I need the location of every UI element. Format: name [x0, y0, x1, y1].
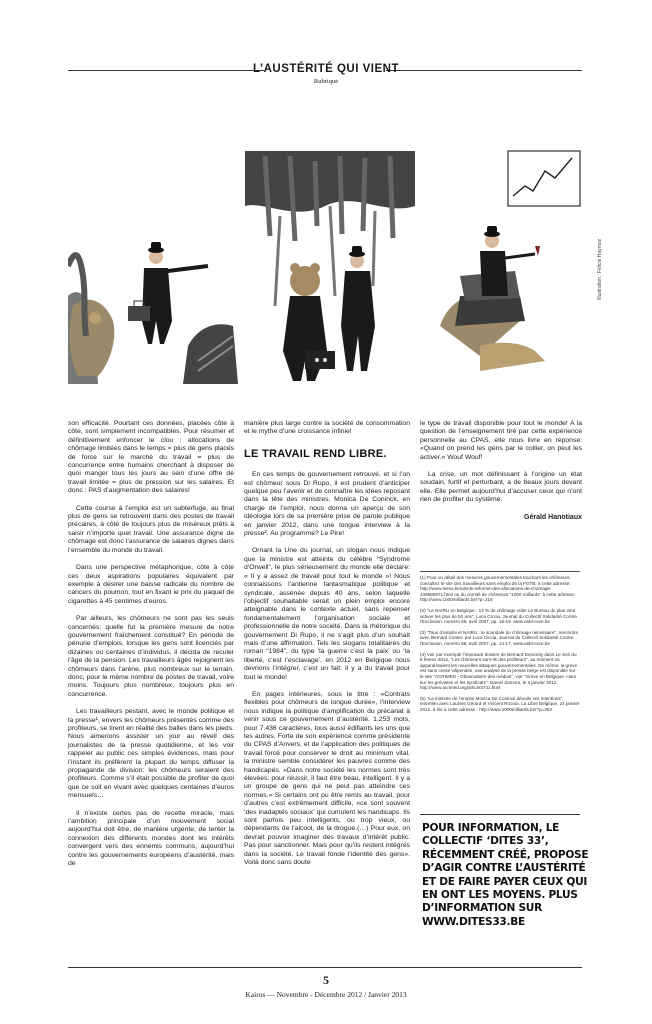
- article-column-3: [420, 420, 582, 522]
- illustration-credit: Illustration : Félicie Haymoz: [597, 238, 603, 300]
- paragraph: Les travailleurs pestant, avec le monde politique et la presse¹, envers les chômeurs présentés comme des profiteurs, se tirent en réalité des balles dans les pieds. Nous aimerions assister un jour au réveil des journalistes de la presse quotidienne, et les voir rappeler au public ces simples évidences, mais pour l’instant ils préfèrent la plupart du temps diffuser la propagande de division: les chômeurs seraient des profiteurs. Comme s’il était possible de profiter de quoi que ce soit en vivant avec quelques centaines d’euros mensuels…: [68, 708, 234, 800]
- footnote: (5) "La ministre de l’emploi Monica De Coninck dévoile ses intentions", entretien avec Laurent Gérard et Vincent Rocour, La Libre Belgique, 24 janvier 2012, à lire à cette adresse : http://www.1000milliards.be/?p=363: [420, 695, 580, 712]
- article-column-1: [68, 420, 234, 878]
- paragraph: son efficacité. Pourtant ces données, placées côte à côte, sont simplement incompatibles. Pour résumer et définitivement enfoncer le clou : allocations de chômage limitées dans le temps = plus de gens placés de force sur le marché du travail = plus de concurrence entre humains cherchant à disposer de quoi manger tous les jours au sein d’une offre de travail limitée = plus de pression sur les salaires. Et donc : PAS d’augmentation des salaires!: [68, 420, 234, 495]
- paragraph: Dans une perspective métaphorique, côte à côte ces deux aspirations populaires équivalent par exemple à désirer une baisse radicale du nombre de cancers du poumon, tout en fixant le prix du paquet de cigarettes à 45 centimes d’euros.: [68, 564, 234, 605]
- paragraph: Il n’existe certes pas de recette miracle, mais l’ambition principale d’un mouvement social aujourd’hui doit être, de manière urgente, de tenter la connexion des différents mondes dont les intérêts convergent vers des ennemis communs, aujourd’hui contre les gouvernements européens d’austérité, mais de: [68, 809, 234, 868]
- footer-rule: [68, 967, 582, 968]
- promo-rule-top: [420, 814, 580, 815]
- page-number: 5: [323, 973, 329, 987]
- paragraph: le type de travail disponible pour tout le monde! A la question de l’enseignement tiré par cette expérience personnelle au CPAS, elle nous livre en réponse: «Quand on prend les gens par le collier, on peut les activer.» Wouf Wouf!: [420, 420, 582, 461]
- issue-info: Kairos — Novembre - Décembre 2012 / Janvier 2013: [245, 990, 407, 999]
- illustration-bear-in-suit: [245, 146, 415, 384]
- article-column-2: [244, 420, 410, 877]
- illustration-bench-and-chart: [420, 146, 590, 384]
- paragraph: Cette course à l’emploi est un subterfuge, au final plus de gens se retrouvent dans des postes de travail précaires, à côté de toujours plus de miséreux prêts à saisir n’importe quel travail. Une assurance digne de chômage est donc l’assurance de salaires dignes dans l’ensemble du monde du travail.: [68, 504, 234, 554]
- footnotes: [420, 575, 580, 717]
- paragraph: En pages intérieures, sous le titre : «Contrats flexibles pour chômeurs de longue durée», l’interview nous indique la politique d’amplification du précariat à venir sous ce gouvernement d’austérité. 1.253 mots, pour 7.436 caractères, tous aussi édifiants les uns que les autres. Forte de son expérience comme présidente du CPAS d’Anvers, et de l’application des politiques de travail forcé pour conserver le droit au minimum vital, la ministre semble considérer les pauvres comme des handicapés. «Dans notre société les normes sont très élevées: pour réussir, il faut être beau, intelligent. Il y a un groupe de gens qui ne peut pas atteindre ces normes.» Si certains ont pu être remis au travail, pour d’autres c’est extrêmement difficile, «ce sont souvent ‘des inadaptés sociaux’ qui cumulent les handicaps. Ils sont parfois peu intelligents, ou trop vieux, ou dépendants de l’alcool, de la drogue.(…) Pour eux, on devrait pouvoir imaginer des travaux d’intérêt public. Pas pour sanctionner. Mais pour qu’ils restent intégrés dans la société. Le travail fonde l’identité des gens». Voilà donc sans doute: [244, 690, 410, 867]
- footnote: (4) Voir par exemple l’imposant dossier de Bernard Demonty dans Le Soir du 6 février 2012, "Les chômeurs sont-ils des profiteurs", au moment où apparaissaient les nouvelles attaques gouvernementales. De même, la grève est sans cesse vilipendée, une analyse de la presse belge est disponible sur le site "ACRIMED - Observatoire des médias", voir "Grève en Belgique. Haro sur les grévistes et les syndicats", Daniel Zamora, le 3 janvier 2012. http://www.acrimed.org/article3741.html: [420, 651, 578, 691]
- footnote: (1) Pour un détail des mesures gouvernementales touchant les chômeurs, consultez le site des travailleurs sans emploi de la FGTB, à cette adresse: http://www.tsesu.be/article-reforme-des-allocations-de-chomage-106986871.html ou du comité de chômeurs "1000 milliards" à cette adresse: http://www.1000milliards.be/?p=316: [420, 575, 576, 603]
- promo-box: POUR INFORMATION, LE COLLECTIF ‘DITES 33’, RÉCEMMENT CRÉÉ, PROPOSE D’AGIR CONTRE L’AUSTÉRITÉ ET DE FAIRE PAYER CEUX QUI EN ONT LES MOYENS. PLUS D’INFORMATION SUR WWW.DITES33.BE: [422, 822, 589, 928]
- paragraph: Par ailleurs, les chômeurs ne sont pas les seuls concernés: quelle fut la première mesure de notre gouvernement fraîchement constitué? En période de pénurie d’emplois, lorsque les gens sont licenciés par dizaines ou centaines d’individus, il décida de reculer l’âge de la pension. Les travailleurs âgés rejoignent les chômeurs dans l’arène, plus nombreux sur le terrain, donc, pour le même nombre de postes de travail, voire moins. Toujours plus nombreux, toujours plus en concurrence.: [68, 615, 234, 698]
- author-signature: Gérald Hanotiaux: [524, 513, 582, 521]
- section-heading: LE TRAVAIL REND LIBRE.: [244, 447, 387, 460]
- section-subtitle: Rubrique: [313, 78, 339, 85]
- paragraph: manière plus large contre la société de consommation et le mythe d’une croissance infinie!: [244, 420, 410, 436]
- paragraph: En ces temps de gouvernement retrouvé, et si l’on est chômeur sous Di Rupo, il est prudent d’anticiper quelque peu l’avenir et de connaître les idées reposant dans la tête des ministres. Monica De Coninck, en charge de l’emploi, nous donna un aperçu de son idéologie lors de sa première prise de parole publique en janvier 2012, dans une longue interview à la presse². Au programme? Le Pire!: [244, 471, 410, 538]
- illustration-man-with-bear: [68, 146, 238, 384]
- footnote: (2) "Le NAIRU en Belgique : 13 % de chômage utile! Le Bureau du plan veut activer les plus de 50 ans", Luca Ciccia, Journal du Collectif Solidarité Contre l’Exclusion, numéro 58, avril 2007, pp. 18-19. www.asbl-csce.be: [420, 607, 577, 625]
- footnote: (3) "Taux d’emploi et NAIRU : le scandale du chômage nécessaire", rencontre avec Bernard Conter, par Luca Ciccia, Journal du Collectif Solidarité Contre l’Exclusion, numéro 58, avril 2007, pp. 14-17. www.asbl-csce.be: [420, 629, 578, 646]
- paragraph: La crise, un mot définissant à l’origine un état soudain, furtif et perturbant, a de beaux jours devant elle. Elle permet aujourd’hui d’accuser ceux qui n’ont rien de profiter du système.: [420, 471, 582, 504]
- section-title: L’AUSTÉRITÉ QUI VIENT: [253, 63, 399, 75]
- paragraph: Ornant la Une du journal, un slogan nous indique que la ministre est atteinte du célèbre “Syndrome d’Orwell”, le plus sérieusement du monde elle déclare: « Il y a assez de travail pour tout le monde »! Nous connaissons l’antienne fantasmatique politique et syndicale, assénée depuis 40 ans, selon laquelle l’objectif souhaitable serait un plein emploi encore atteignable dans le contexte actuel, sans repenser fondamentalement l’organisation sociale et professionnelle de notre société. Dans la rhétorique du gouvernement Di Rupo, il ne s’agit plus d’un souhait mais d’une affirmation. Tels les slogans totalitaires du roman “1984”, du type ‘la guerre c’est la paix’ ou ‘la liberté, c’est l’esclavage’, en 2012 en Belgique nous devrions l’intégrer, c’est un fait: il y a du travail pour tout le monde!: [244, 547, 410, 681]
- notes-divider: [420, 571, 580, 572]
